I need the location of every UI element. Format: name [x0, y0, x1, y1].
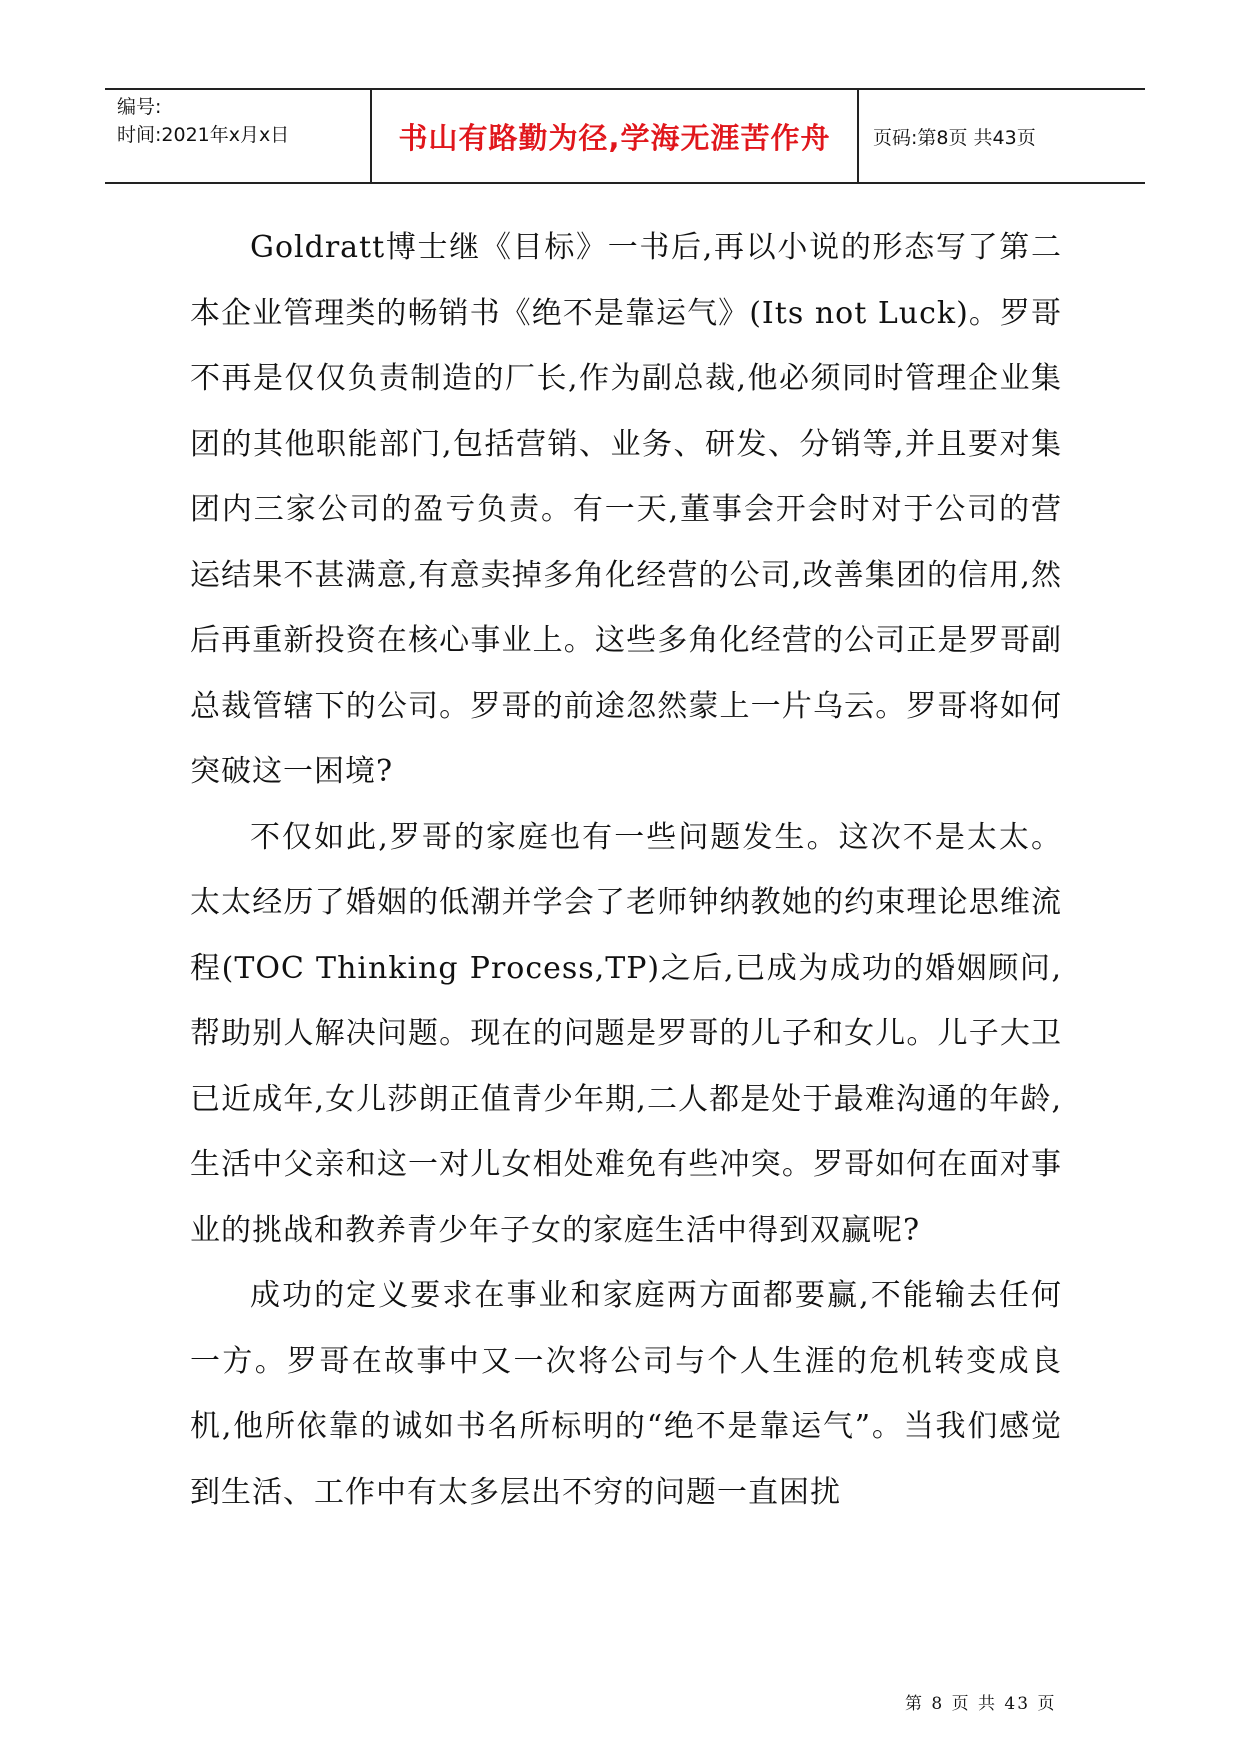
header-page-number: 页码:第8页 共43页 [873, 126, 1036, 149]
document-header [105, 88, 1145, 184]
paragraph: 成功的定义要求在事业和家庭两方面都要赢,不能输去任何一方。罗哥在故事中又一次将公司与个人生涯的危机转变成良机,他所依靠的诚如书名所标明的“绝不是靠运气”。当我们感觉到生活、工作中有太多层出不穷的问题一直困扰 [190, 1278, 1062, 1510]
paragraph: Goldratt博士继《目标》一书后,再以小说的形态写了第二本企业管理类的畅销书《绝不是靠运气》(Its not Luck)。罗哥不再是仅仅负责制造的厂长,作为副总裁,他必须同时管理企业集团的其他职能部门,包括营销、业务、研发、分销等,并且要对集团内三家公司的盈亏负责。有一天,董事会开会时对于公司的营运结果不甚满意,有意卖掉多角化经营的公司,改善集团的信用,然后再重新投资在核心事业上。这些多角化经营的公司正是罗哥副总裁管辖下的公司。罗哥的前途忽然蒙上一片乌云。罗哥将如何突破这一困境? [190, 230, 1062, 789]
header-motto: 书山有路勤为径,学海无涯苦作舟 [370, 90, 859, 182]
header-meta [105, 90, 370, 182]
serial-number-label: 编号: [117, 96, 162, 118]
document-body [190, 215, 1062, 1525]
page-footer: 第 8 页 共 43 页 [905, 1694, 1057, 1714]
time-label: 时间:2021年x月x日 [117, 124, 290, 146]
paragraph: 不仅如此,罗哥的家庭也有一些问题发生。这次不是太太。太太经历了婚姻的低潮并学会了老师钟纳教她的约束理论思维流程(TOC Thinking Process,TP)之后,已成为成功的婚姻顾问,帮助别人解决问题。现在的问题是罗哥的儿子和女儿。儿子大卫已近成年,女儿莎朗正值青少年期,二人都是处于最难沟通的年龄,生活中父亲和这一对儿女相处难免有些冲突。罗哥如何在面对事业的挑战和教养青少年子女的家庭生活中得到双赢呢? [190, 819, 1062, 1248]
